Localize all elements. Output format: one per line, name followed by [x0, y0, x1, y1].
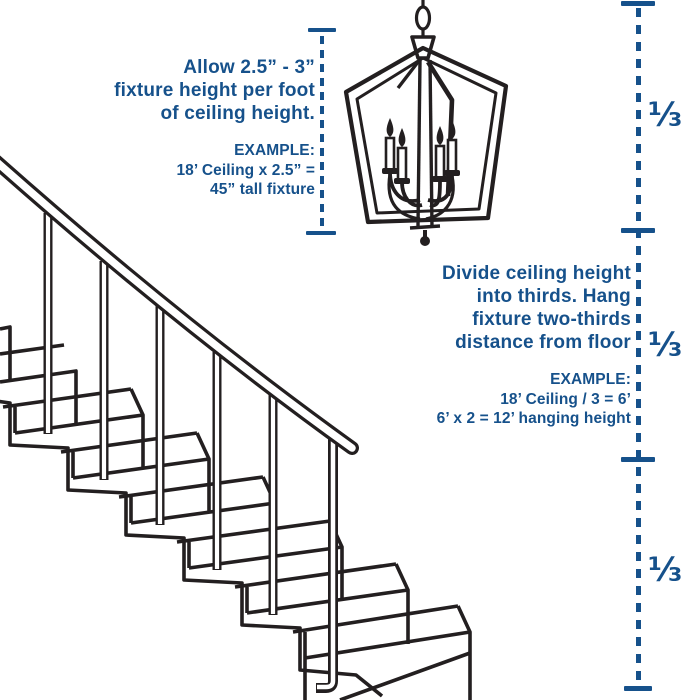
dimension-tick: [308, 28, 336, 32]
chandelier-column: [398, 60, 452, 228]
rule2-line: Divide ceiling height: [442, 263, 631, 284]
rule2-example-line: 18’ Ceiling / 3 = 6’: [500, 390, 631, 408]
rule2-line: fixture two-thirds: [472, 309, 631, 330]
thirds-dashes: [636, 8, 641, 684]
chandelier-illustration: [340, 0, 512, 246]
one-third-label: ⅓: [648, 325, 683, 364]
rule2-example-line: 6’ x 2 = 12’ hanging height: [436, 410, 631, 427]
thirds-tick: [621, 228, 655, 233]
dimension-tick: [306, 231, 336, 235]
rule1-example-line: 45” tall fixture: [210, 181, 315, 198]
one-third-label: ⅓: [648, 95, 683, 134]
dimension-dashes: [320, 36, 324, 230]
thirds-tick: [621, 457, 655, 462]
stair-newel-post: [316, 437, 333, 688]
rule2-line: distance from floor: [455, 332, 631, 353]
one-third-label: ⅓: [648, 550, 683, 589]
rule1-text-block: [35, 56, 315, 200]
stair-handrail: [0, 156, 352, 448]
chandelier-flames: [387, 118, 456, 147]
rule2-example-label: EXAMPLE:: [550, 371, 631, 388]
rule1-line: fixture height per foot: [114, 80, 315, 101]
rule2-line: into thirds. Hang: [476, 286, 631, 307]
chandelier-bottom-finial: [422, 230, 428, 244]
thirds-tick: [621, 1, 655, 6]
rule1-line: Allow 2.5” - 3”: [183, 57, 315, 78]
chandelier-chain: [417, 0, 430, 36]
rule2-text-block: [331, 262, 631, 429]
rule1-example-label: EXAMPLE:: [234, 142, 315, 159]
chandelier-frame: [346, 48, 506, 222]
stair-balusters: [48, 213, 273, 615]
rule1-line: of ceiling height.: [160, 103, 315, 124]
thirds-tick: [624, 686, 652, 691]
rule1-example-line: 18’ Ceiling x 2.5” =: [176, 161, 315, 179]
